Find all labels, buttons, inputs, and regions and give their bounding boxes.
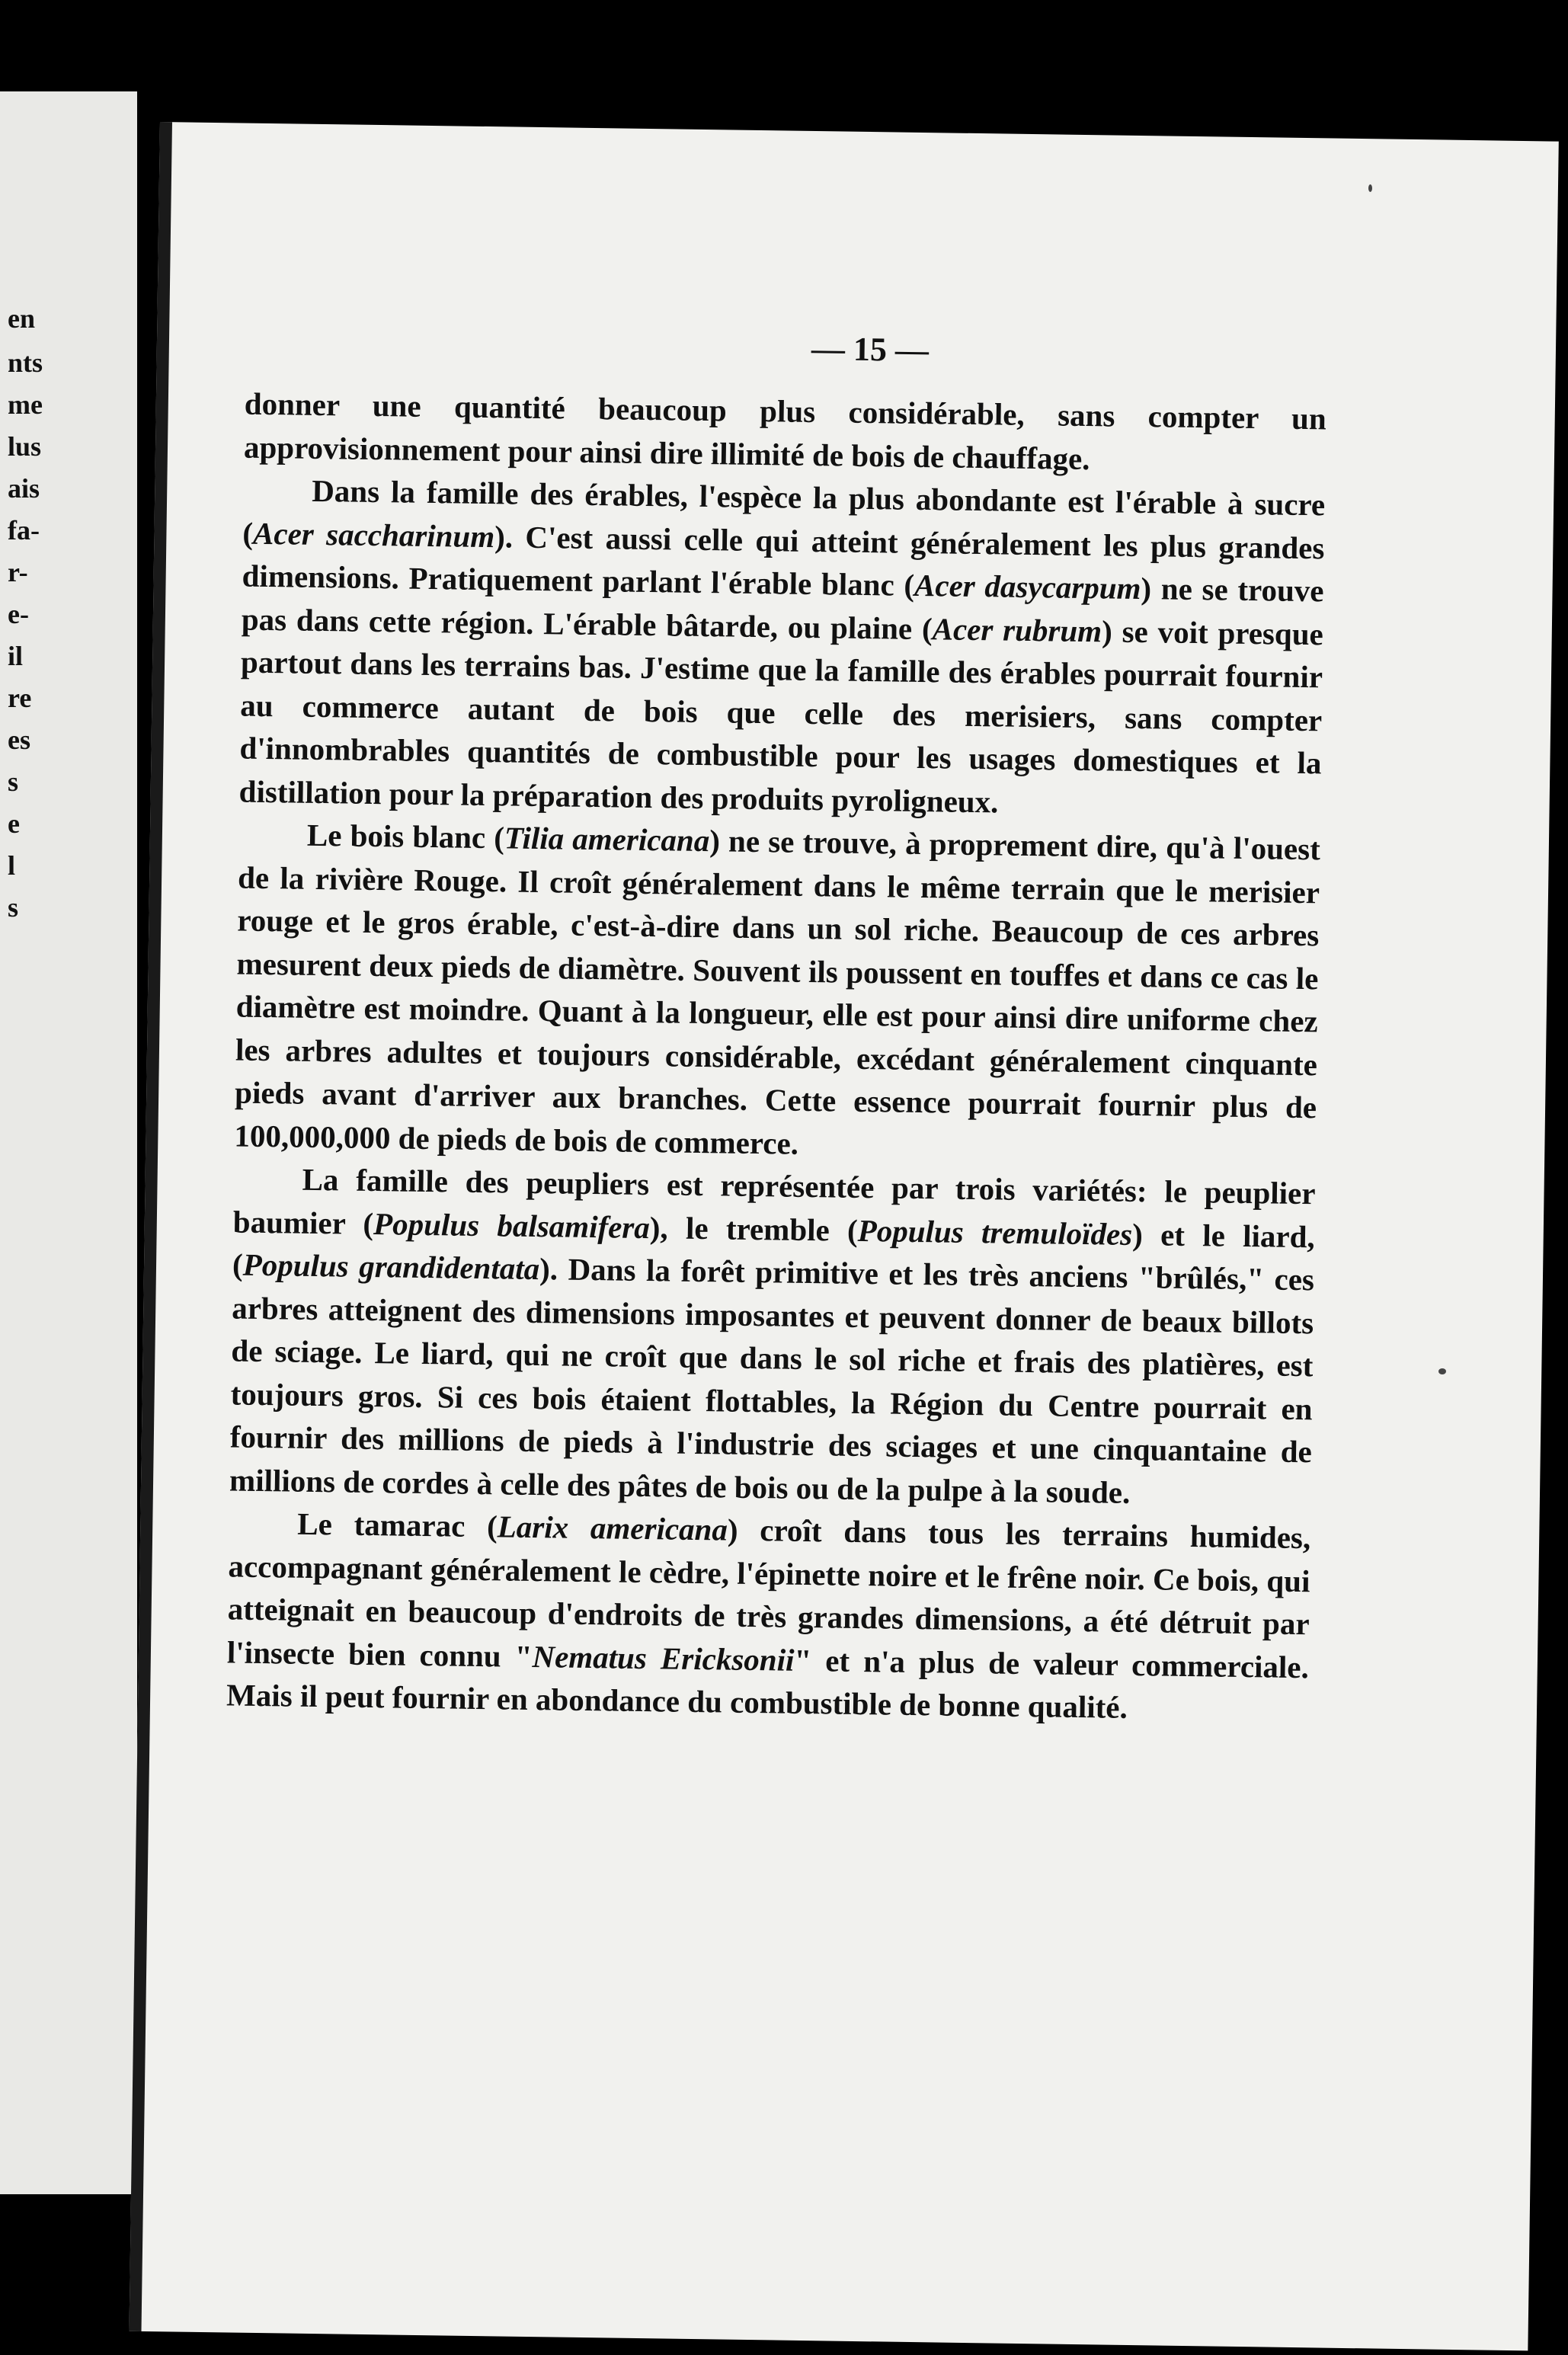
left-page-fragment: s xyxy=(8,766,19,797)
left-page-fragment: lus xyxy=(8,431,42,462)
scan-speck xyxy=(1438,1368,1446,1374)
text-run: Le tamarac ( xyxy=(297,1505,498,1544)
left-page-fragment: ais xyxy=(8,473,40,504)
text-run: donner une quantité beaucoup plus considérable, sans compter un approvisionnement pour ainsi dire illimité de bois de chauffage. xyxy=(243,386,1327,476)
text-run: ) et le liard, ( xyxy=(232,1216,1316,1282)
left-page-fragment: e- xyxy=(8,599,29,629)
left-page-fragment: re xyxy=(8,683,32,713)
left-page-fragment: en xyxy=(8,303,35,334)
left-page-fragment: s xyxy=(8,892,19,923)
scan-speck xyxy=(1368,184,1372,192)
paragraph xyxy=(234,813,1320,1173)
left-page-edge xyxy=(0,91,137,2194)
text-run: La famille des peupliers est représentée par trois variétés: le peuplier baumier ( xyxy=(232,1161,1316,1241)
species-name: Nematus Ericksonii xyxy=(532,1638,795,1678)
species-name: Populus balsamifera xyxy=(373,1205,651,1245)
left-page-fragment: il xyxy=(8,641,24,671)
paragraph xyxy=(229,1157,1316,1516)
species-name: Larix americana xyxy=(497,1509,728,1547)
paragraph xyxy=(244,382,1326,484)
text-run: ), le tremble ( xyxy=(649,1209,859,1248)
left-page-fragment: r- xyxy=(8,557,28,587)
left-page-fragment: es xyxy=(8,725,30,755)
left-page-fragment: fa- xyxy=(8,515,40,546)
left-page-fragment: nts xyxy=(8,347,43,378)
text-run: Dans la famille des érables, l'espèce la plus abondante est l'érable à sucre ( xyxy=(242,472,1326,551)
body-text xyxy=(226,382,1326,1732)
text-run: ) ne se trouve, à proprement dire, qu'à l'ouest de la rivière Rouge. Il croît généralement dans le même terrain que le merisier rouge et le gros érable, c'est-à-dire dans un sol riche. Beaucoup de ces arbres mesurent deux pieds de diamètre. Souvent ils poussent en touffes et dans ce cas le diamètre est moindre. Quant à la longueur, elle est pour ainsi dire uniforme chez les arbres adultes et toujours considérable, excédant généralement cinquante pieds avant d'arriver aux branches. Cette essence pourrait fournir plus de 100,000,000 de pieds de bois de commerce. xyxy=(234,823,1321,1161)
species-name: Acer dasycarpum xyxy=(914,567,1141,606)
species-name: Acer rubrum xyxy=(932,610,1102,648)
text-run: ) se voit presque partout dans les terrains bas. J'estime que la famille des érables pourrait fournir au commerce autant de bois que celle des merisiers, sans compter d'innombrables quantités de combustible pour les usages domestiques et la distillation pour la préparation des produits pyroligneux. xyxy=(238,613,1324,819)
species-name: Populus grandidentata xyxy=(242,1246,540,1287)
text-run: " et n'a plus de valeur commerciale. Mais il peut fournir en abondance du combustible de bonne qualité. xyxy=(226,1642,1310,1725)
text-run: ) croît dans tous les terrains humides, accompagnant généralement le cèdre, l'épinette noire et le frêne noir. Ce bois, qui atteignait en beaucoup d'endroits de très grandes dimensions, a été détruit par l'insecte bien connu " xyxy=(226,1512,1311,1674)
species-name: Populus tremuloïdes xyxy=(857,1212,1133,1252)
species-name: Acer saccharinum xyxy=(252,515,495,554)
left-page-fragment: e xyxy=(8,808,20,839)
paragraph xyxy=(226,1501,1311,1731)
text-run: Le bois blanc ( xyxy=(306,817,505,856)
document-page xyxy=(130,122,1559,2350)
text-run: ) ne se trouve pas dans cette région. L'érable bâtarde, ou plaine ( xyxy=(241,571,1324,646)
text-run: ). C'est aussi celle qui atteint généralement les plus grandes dimensions. Pratiquement parlant l'érable blanc ( xyxy=(242,518,1325,603)
page-number: — 15 — xyxy=(811,329,930,370)
left-page-fragment: me xyxy=(8,389,43,420)
left-page-fragment: l xyxy=(8,850,16,881)
text-run: ). Dans la forêt primitive et les très anciens "brûlés," ces arbres atteignent des dimensions imposantes et peuvent donner de beaux billots de sciage. Le liard, qui ne croît que dans le sol riche et frais des platières, est toujours gros. Si ces bois étaient flottables, la Région du Centre pourrait en fournir des millions de pieds à l'industrie des sciages et une cinquantaine de millions de cordes à celle des pâtes de bois ou de la pulpe à la soude. xyxy=(229,1251,1315,1510)
paragraph xyxy=(238,469,1325,828)
species-name: Tilia americana xyxy=(504,820,710,859)
